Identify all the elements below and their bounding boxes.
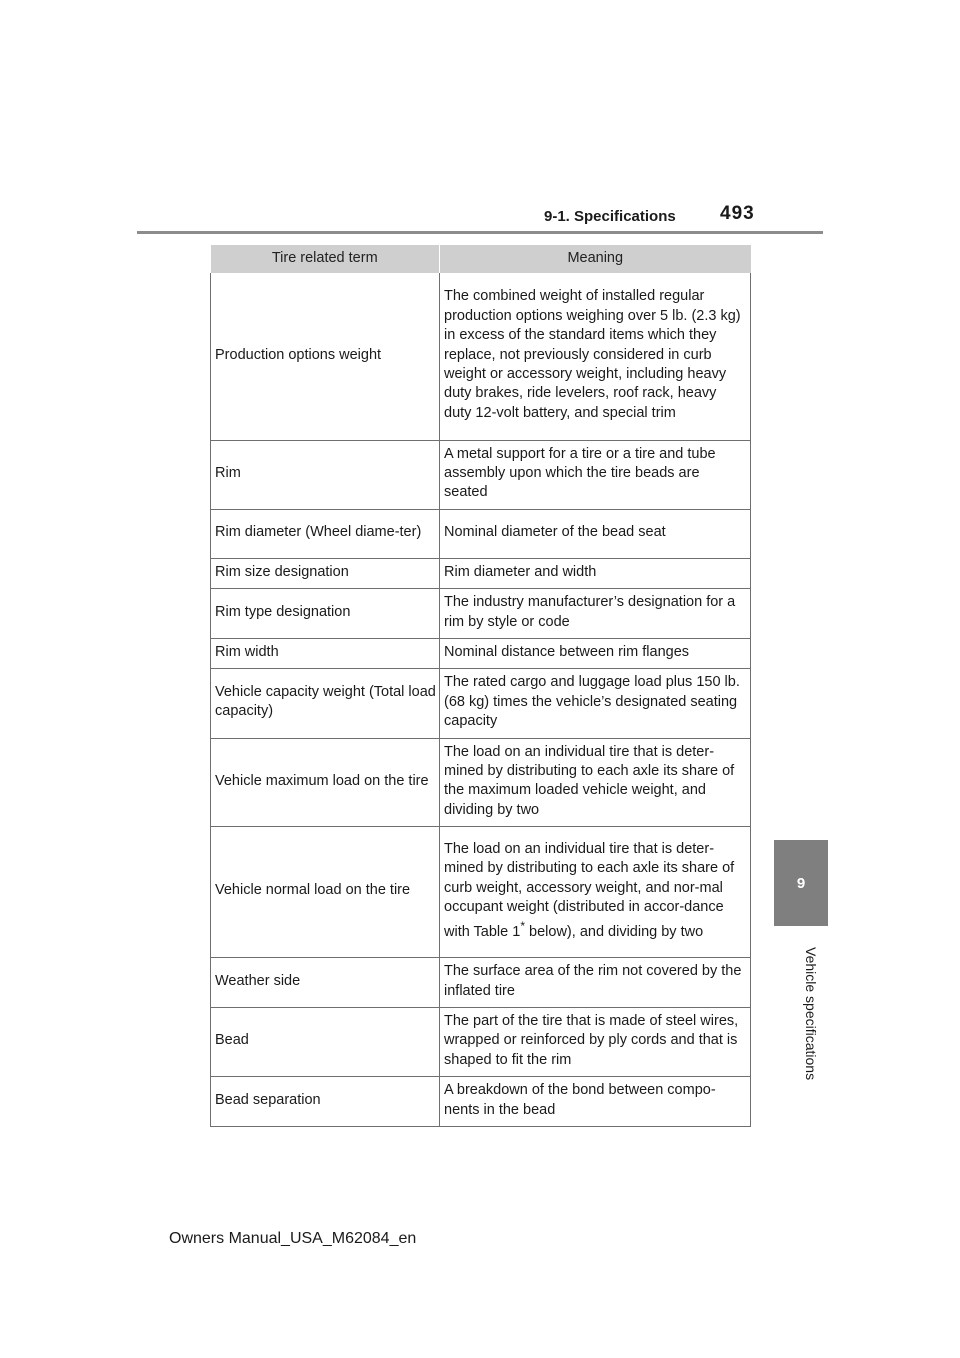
table-row: [211, 827, 751, 958]
page-number: 493: [720, 203, 755, 224]
table-row: [211, 440, 751, 509]
term-cell: Rim type designation: [211, 589, 440, 639]
term-cell: Production options weight: [211, 273, 440, 440]
term-cell: Bead separation: [211, 1077, 440, 1127]
term-cell: Rim width: [211, 638, 440, 668]
column-header-term: Tire related term: [211, 245, 440, 273]
meaning-cell: Nominal diameter of the bead seat: [440, 509, 751, 558]
chapter-label: Vehicle specifications: [803, 947, 819, 1081]
footnote-marker: *: [520, 919, 526, 934]
meaning-cell: Nominal distance between rim flanges: [440, 638, 751, 668]
table-row: [211, 669, 751, 738]
meaning-cell: The load on an individual tire that is deter-mined by distributing to each axle its share of the maximum loaded vehicle weight, and dividing by two: [440, 738, 751, 827]
term-cell: Vehicle capacity weight (Total load capacity): [211, 669, 440, 738]
meaning-text: The load on an individual tire that is deter-mined by distributing to each axle its share of curb weight, accessory weight, and nor-mal occupant weight (distributed in accor-dance with Table 1: [444, 840, 735, 941]
table-row: [211, 1077, 751, 1127]
meaning-cell: A breakdown of the bond between compo-nents in the bead: [440, 1077, 751, 1127]
term-cell: Rim: [211, 440, 440, 509]
table-row: [211, 558, 751, 588]
meaning-cell: The surface area of the rim not covered by the inflated tire: [440, 958, 751, 1008]
meaning-cell: [440, 827, 751, 958]
table-row: [211, 509, 751, 558]
term-cell: Bead: [211, 1008, 440, 1077]
table-row: [211, 738, 751, 827]
tire-terms-table: [210, 245, 751, 1127]
meaning-text-continued: below), and dividing by two: [525, 924, 704, 941]
chapter-tab[interactable]: [774, 840, 828, 926]
table-header-row: [211, 245, 751, 273]
column-header-meaning: Meaning: [440, 245, 751, 273]
term-cell: Weather side: [211, 958, 440, 1008]
table-row: [211, 589, 751, 639]
meaning-cell: The combined weight of installed regular production options weighing over 5 lb. (2.3 kg) in excess of the standard items which they replace, not previously considered in curb weight or accessory weight, including heavy duty brakes, ride levelers, roof rack, heavy duty 12-volt battery, and special trim: [440, 273, 751, 440]
meaning-cell: The industry manufacturer’s designation for a rim by style or code: [440, 589, 751, 639]
term-cell: Rim diameter (Wheel diame-ter): [211, 509, 440, 558]
meaning-cell: The rated cargo and luggage load plus 150 lb. (68 kg) times the vehicle’s designated seating capacity: [440, 669, 751, 738]
meaning-cell: Rim diameter and width: [440, 558, 751, 588]
table-row: [211, 1008, 751, 1077]
meaning-cell: The part of the tire that is made of steel wires, wrapped or reinforced by ply cords and that is shaped to fit the rim: [440, 1008, 751, 1077]
term-cell: Vehicle maximum load on the tire: [211, 738, 440, 827]
section-title: 9-1. Specifications: [544, 208, 676, 225]
chapter-number: 9: [796, 874, 806, 892]
term-cell: Vehicle normal load on the tire: [211, 827, 440, 958]
table-row: [211, 273, 751, 440]
meaning-cell: A metal support for a tire or a tire and tube assembly upon which the tire beads are seated: [440, 440, 751, 509]
footer-manual-id: Owners Manual_USA_M62084_en: [169, 1230, 417, 1247]
table-row: [211, 638, 751, 668]
table-row: [211, 958, 751, 1008]
header-divider: [137, 231, 823, 234]
term-cell: Rim size designation: [211, 558, 440, 588]
